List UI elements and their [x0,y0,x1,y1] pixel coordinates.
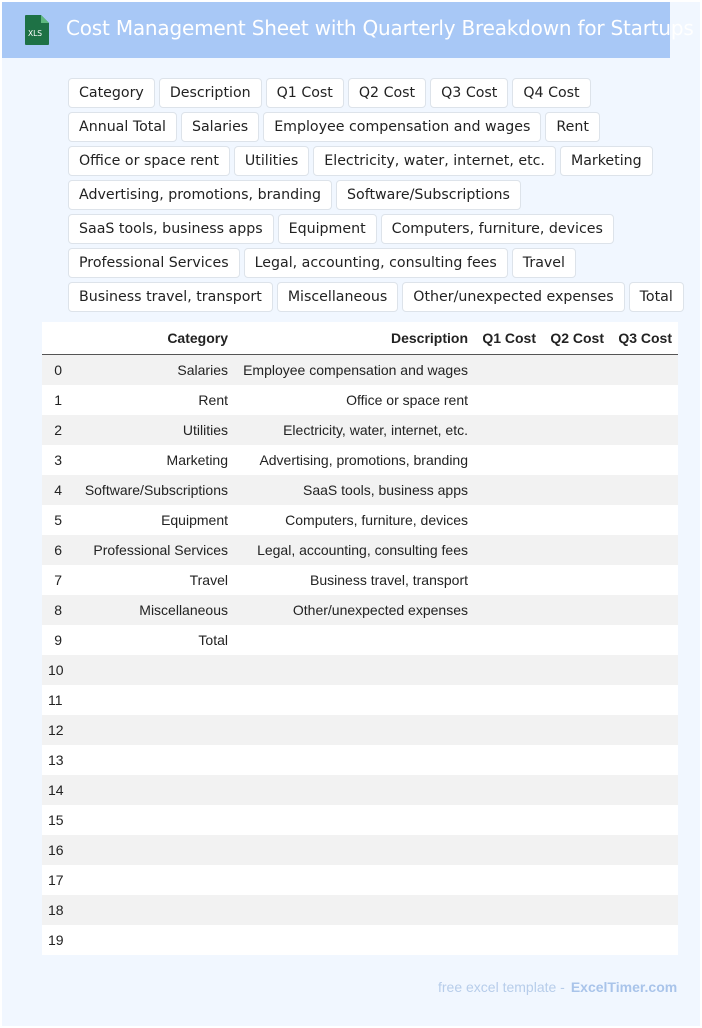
q1-cost-cell[interactable] [474,415,542,445]
q2-cost-cell[interactable] [542,355,610,386]
table-row [42,625,678,655]
column-chip[interactable]: Other/unexpected expenses [402,282,624,312]
column-header-q3-cost: Q3 Cost [610,322,678,355]
table-row [42,805,678,835]
column-chip-list [68,78,698,312]
q1-cost-cell[interactable] [474,655,542,685]
q3-cost-cell[interactable] [610,595,678,625]
q3-cost-cell[interactable] [610,355,678,386]
description-cell[interactable]: Electricity, water, internet, etc. [234,415,474,445]
category-cell[interactable] [64,835,234,865]
column-chip[interactable]: Utilities [234,146,309,176]
column-chip[interactable]: Rent [545,112,600,142]
category-cell[interactable] [64,865,234,895]
category-cell[interactable]: Professional Services [64,535,234,565]
table-row [42,475,678,505]
column-chip[interactable]: Salaries [181,112,259,142]
q3-cost-cell[interactable] [610,415,678,445]
q3-cost-cell[interactable] [610,685,678,715]
category-cell[interactable] [64,805,234,835]
description-cell[interactable]: Legal, accounting, consulting fees [234,535,474,565]
svg-text:XLS: XLS [27,29,43,38]
q1-cost-cell[interactable] [474,775,542,805]
q1-cost-cell[interactable] [474,805,542,835]
q3-cost-cell[interactable] [610,565,678,595]
q2-cost-cell[interactable] [542,715,610,745]
q1-cost-cell[interactable] [474,685,542,715]
q1-cost-cell[interactable] [474,745,542,775]
q1-cost-cell[interactable] [474,895,542,925]
row-index-cell[interactable]: 0 [42,355,64,386]
q2-cost-cell[interactable] [542,775,610,805]
row-index-cell[interactable]: 11 [42,685,64,715]
q3-cost-cell[interactable] [610,835,678,865]
xls-file-icon [22,14,50,46]
category-cell[interactable]: Utilities [64,415,234,445]
description-cell[interactable] [234,625,474,655]
column-chip[interactable]: Q1 Cost [266,78,344,108]
category-cell[interactable]: Marketing [64,445,234,475]
table-row [42,535,678,565]
row-index-cell[interactable]: 17 [42,865,64,895]
column-chip[interactable]: Category [68,78,155,108]
q3-cost-cell[interactable] [610,895,678,925]
row-index-cell[interactable]: 14 [42,775,64,805]
row-index-cell[interactable]: 1 [42,385,64,415]
row-index-cell[interactable]: 16 [42,835,64,865]
q3-cost-cell[interactable] [610,505,678,535]
row-index-cell[interactable]: 4 [42,475,64,505]
q1-cost-cell[interactable] [474,505,542,535]
q2-cost-cell[interactable] [542,535,610,565]
q3-cost-cell[interactable] [610,655,678,685]
category-cell[interactable] [64,775,234,805]
q1-cost-cell[interactable] [474,565,542,595]
description-cell[interactable] [234,865,474,895]
q3-cost-cell[interactable] [610,625,678,655]
column-chip[interactable]: Professional Services [68,248,240,278]
row-index-cell[interactable]: 9 [42,625,64,655]
description-cell[interactable]: Other/unexpected expenses [234,595,474,625]
table-row [42,595,678,625]
row-index-cell[interactable]: 18 [42,895,64,925]
table-row [42,895,678,925]
column-chip[interactable]: Business travel, transport [68,282,273,312]
row-index-cell[interactable]: 15 [42,805,64,835]
q2-cost-cell[interactable] [542,865,610,895]
q2-cost-cell[interactable] [542,625,610,655]
category-cell[interactable]: Total [64,625,234,655]
description-cell[interactable]: Employee compensation and wages [234,355,474,386]
q3-cost-cell[interactable] [610,805,678,835]
q2-cost-cell[interactable] [542,745,610,775]
row-index-cell[interactable]: 13 [42,745,64,775]
column-chip[interactable]: Software/Subscriptions [336,180,521,210]
footer-brand-link[interactable]: ExcelTimer.com [570,979,678,995]
q2-cost-cell[interactable] [542,685,610,715]
row-index-cell[interactable]: 5 [42,505,64,535]
column-chip[interactable]: Computers, furniture, devices [381,214,614,244]
category-cell[interactable]: Software/Subscriptions [64,475,234,505]
q2-cost-cell[interactable] [542,655,610,685]
q3-cost-cell[interactable] [610,775,678,805]
column-chip[interactable]: Equipment [278,214,377,244]
header-bar [2,2,694,58]
q2-cost-cell[interactable] [542,445,610,475]
column-header-category: Category [64,322,234,355]
table-header-row [42,322,678,355]
page-title: Cost Management Sheet with Quarterly Breakdown for Startups [66,16,694,40]
row-index-cell[interactable]: 10 [42,655,64,685]
q2-cost-cell[interactable] [542,385,610,415]
column-chip[interactable]: Marketing [560,146,653,176]
q3-cost-cell[interactable] [610,925,678,955]
row-index-cell[interactable]: 8 [42,595,64,625]
cost-table [42,322,678,955]
table-row [42,745,678,775]
column-chip[interactable]: Q4 Cost [512,78,590,108]
category-cell[interactable]: Salaries [64,355,234,386]
category-cell[interactable] [64,925,234,955]
column-header-index [42,322,64,355]
table-row [42,925,678,955]
table-row [42,565,678,595]
q3-cost-cell[interactable] [610,535,678,565]
description-cell[interactable] [234,655,474,685]
description-cell[interactable] [234,895,474,925]
description-cell[interactable] [234,805,474,835]
table-row [42,355,678,386]
category-cell[interactable] [64,895,234,925]
row-index-cell[interactable]: 12 [42,715,64,745]
category-cell[interactable] [64,685,234,715]
column-chip[interactable]: Annual Total [68,112,177,142]
column-header-description: Description [234,322,474,355]
column-header-q1-cost: Q1 Cost [474,322,542,355]
q2-cost-cell[interactable] [542,925,610,955]
category-cell[interactable] [64,715,234,745]
row-index-cell[interactable]: 3 [42,445,64,475]
column-chip[interactable]: Legal, accounting, consulting fees [244,248,508,278]
footer-credit [438,979,677,995]
table-row [42,445,678,475]
description-cell[interactable]: Computers, furniture, devices [234,505,474,535]
column-chip[interactable]: Q3 Cost [430,78,508,108]
description-cell[interactable]: SaaS tools, business apps [234,475,474,505]
table-row [42,865,678,895]
table-row [42,655,678,685]
table-row [42,715,678,745]
category-cell[interactable]: Equipment [64,505,234,535]
q1-cost-cell[interactable] [474,475,542,505]
q3-cost-cell[interactable] [610,745,678,775]
q2-cost-cell[interactable] [542,415,610,445]
table-row [42,775,678,805]
category-cell[interactable]: Rent [64,385,234,415]
q2-cost-cell[interactable] [542,505,610,535]
row-index-cell[interactable]: 6 [42,535,64,565]
q3-cost-cell[interactable] [610,445,678,475]
row-index-cell[interactable]: 19 [42,925,64,955]
table-row [42,835,678,865]
q2-cost-cell[interactable] [542,895,610,925]
description-cell[interactable] [234,745,474,775]
q1-cost-cell[interactable] [474,715,542,745]
q1-cost-cell[interactable] [474,925,542,955]
description-cell[interactable] [234,715,474,745]
q1-cost-cell[interactable] [474,625,542,655]
column-chip[interactable]: Travel [512,248,576,278]
category-cell[interactable]: Miscellaneous [64,595,234,625]
q1-cost-cell[interactable] [474,385,542,415]
description-cell[interactable]: Office or space rent [234,385,474,415]
description-cell[interactable] [234,835,474,865]
q2-cost-cell[interactable] [542,475,610,505]
description-cell[interactable] [234,925,474,955]
q1-cost-cell[interactable] [474,835,542,865]
footer-prefix: free excel template - [438,979,565,995]
category-cell[interactable] [64,745,234,775]
table-row [42,415,678,445]
column-chip[interactable]: Description [159,78,262,108]
column-chip[interactable]: Miscellaneous [277,282,398,312]
q1-cost-cell[interactable] [474,535,542,565]
table-row [42,385,678,415]
table-row [42,685,678,715]
q3-cost-cell[interactable] [610,475,678,505]
q1-cost-cell[interactable] [474,355,542,386]
q2-cost-cell[interactable] [542,835,610,865]
column-chip[interactable]: Total [629,282,684,312]
q1-cost-cell[interactable] [474,865,542,895]
page [2,2,700,1026]
q3-cost-cell[interactable] [610,385,678,415]
column-chip[interactable]: Employee compensation and wages [263,112,541,142]
q2-cost-cell[interactable] [542,805,610,835]
q3-cost-cell[interactable] [610,715,678,745]
column-chip[interactable]: SaaS tools, business apps [68,214,274,244]
column-chip[interactable]: Electricity, water, internet, etc. [313,146,556,176]
column-header-q2-cost: Q2 Cost [542,322,610,355]
description-cell[interactable]: Advertising, promotions, branding [234,445,474,475]
q1-cost-cell[interactable] [474,445,542,475]
q1-cost-cell[interactable] [474,595,542,625]
table-row [42,505,678,535]
cost-table-viewport [48,322,678,956]
column-chip[interactable]: Advertising, promotions, branding [68,180,332,210]
description-cell[interactable]: Business travel, transport [234,565,474,595]
column-chip[interactable]: Office or space rent [68,146,230,176]
description-cell[interactable] [234,775,474,805]
column-chip[interactable]: Q2 Cost [348,78,426,108]
q3-cost-cell[interactable] [610,865,678,895]
q2-cost-cell[interactable] [542,565,610,595]
description-cell[interactable] [234,685,474,715]
row-index-cell[interactable]: 7 [42,565,64,595]
category-cell[interactable]: Travel [64,565,234,595]
q2-cost-cell[interactable] [542,595,610,625]
category-cell[interactable] [64,655,234,685]
row-index-cell[interactable]: 2 [42,415,64,445]
